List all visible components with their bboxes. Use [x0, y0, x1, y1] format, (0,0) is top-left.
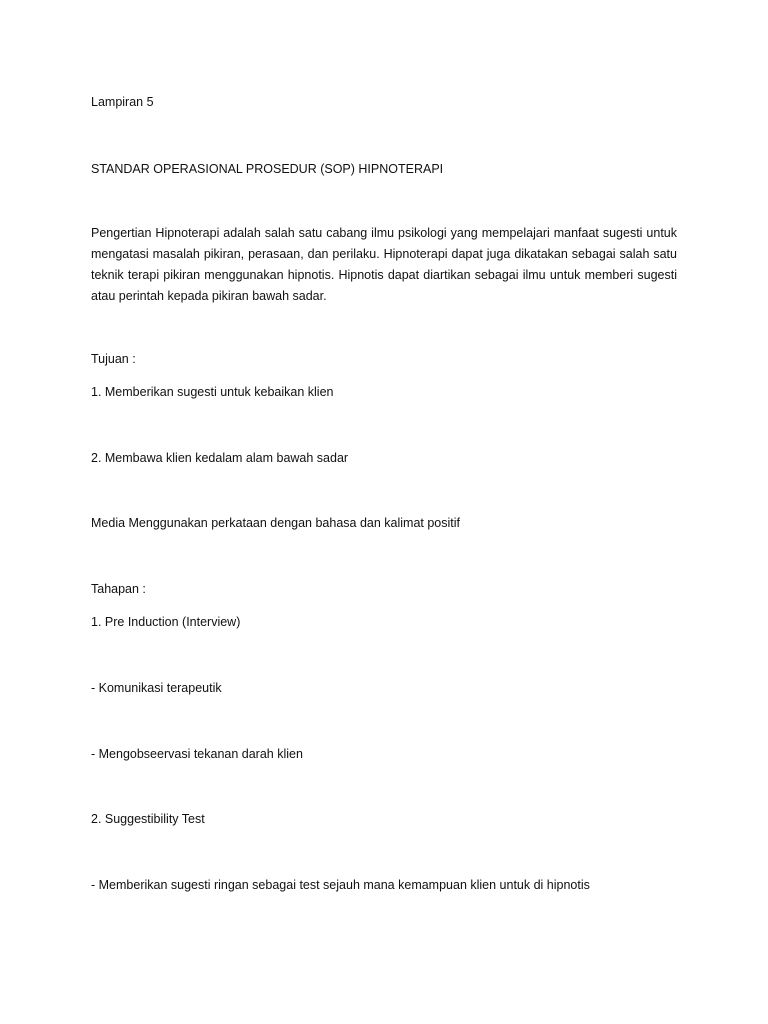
- goal-item: 1. Memberikan sugesti untuk kebaikan klien: [91, 385, 334, 399]
- goals-heading: Tujuan :: [91, 352, 136, 366]
- stage-item: - Komunikasi terapeutik: [91, 681, 222, 695]
- stages-heading: Tahapan :: [91, 582, 146, 596]
- stage-item: - Mengobseervasi tekanan darah klien: [91, 747, 303, 761]
- stage-item: 2. Suggestibility Test: [91, 812, 205, 826]
- definition-paragraph: Pengertian Hipnoterapi adalah salah satu cabang ilmu psikologi yang mempelajari manfaat sugesti untuk mengatasi masalah pikiran, perasaan, dan perilaku. Hipnoterapi dapat juga dikatakan sebagai salah satu teknik terapi pikiran menggunakan hipnotis. Hipnotis dapat diartikan sebagai ilmu untuk memberi sugesti atau perintah kepada pikiran bawah sadar.: [91, 226, 677, 303]
- media-line: Media Menggunakan perkataan dengan bahasa dan kalimat positif: [91, 516, 461, 530]
- appendix-label: Lampiran 5: [91, 95, 154, 109]
- stage-item: 1. Pre Induction (Interview): [91, 615, 241, 629]
- goal-item: 2. Membawa klien kedalam alam bawah sadar: [91, 451, 349, 465]
- stage-item: - Memberikan sugesti ringan sebagai test sejauh mana kemampuan klien untuk di hipnotis: [91, 878, 590, 892]
- document-title: STANDAR OPERASIONAL PROSEDUR (SOP) HIPNOTERAPI: [91, 162, 444, 176]
